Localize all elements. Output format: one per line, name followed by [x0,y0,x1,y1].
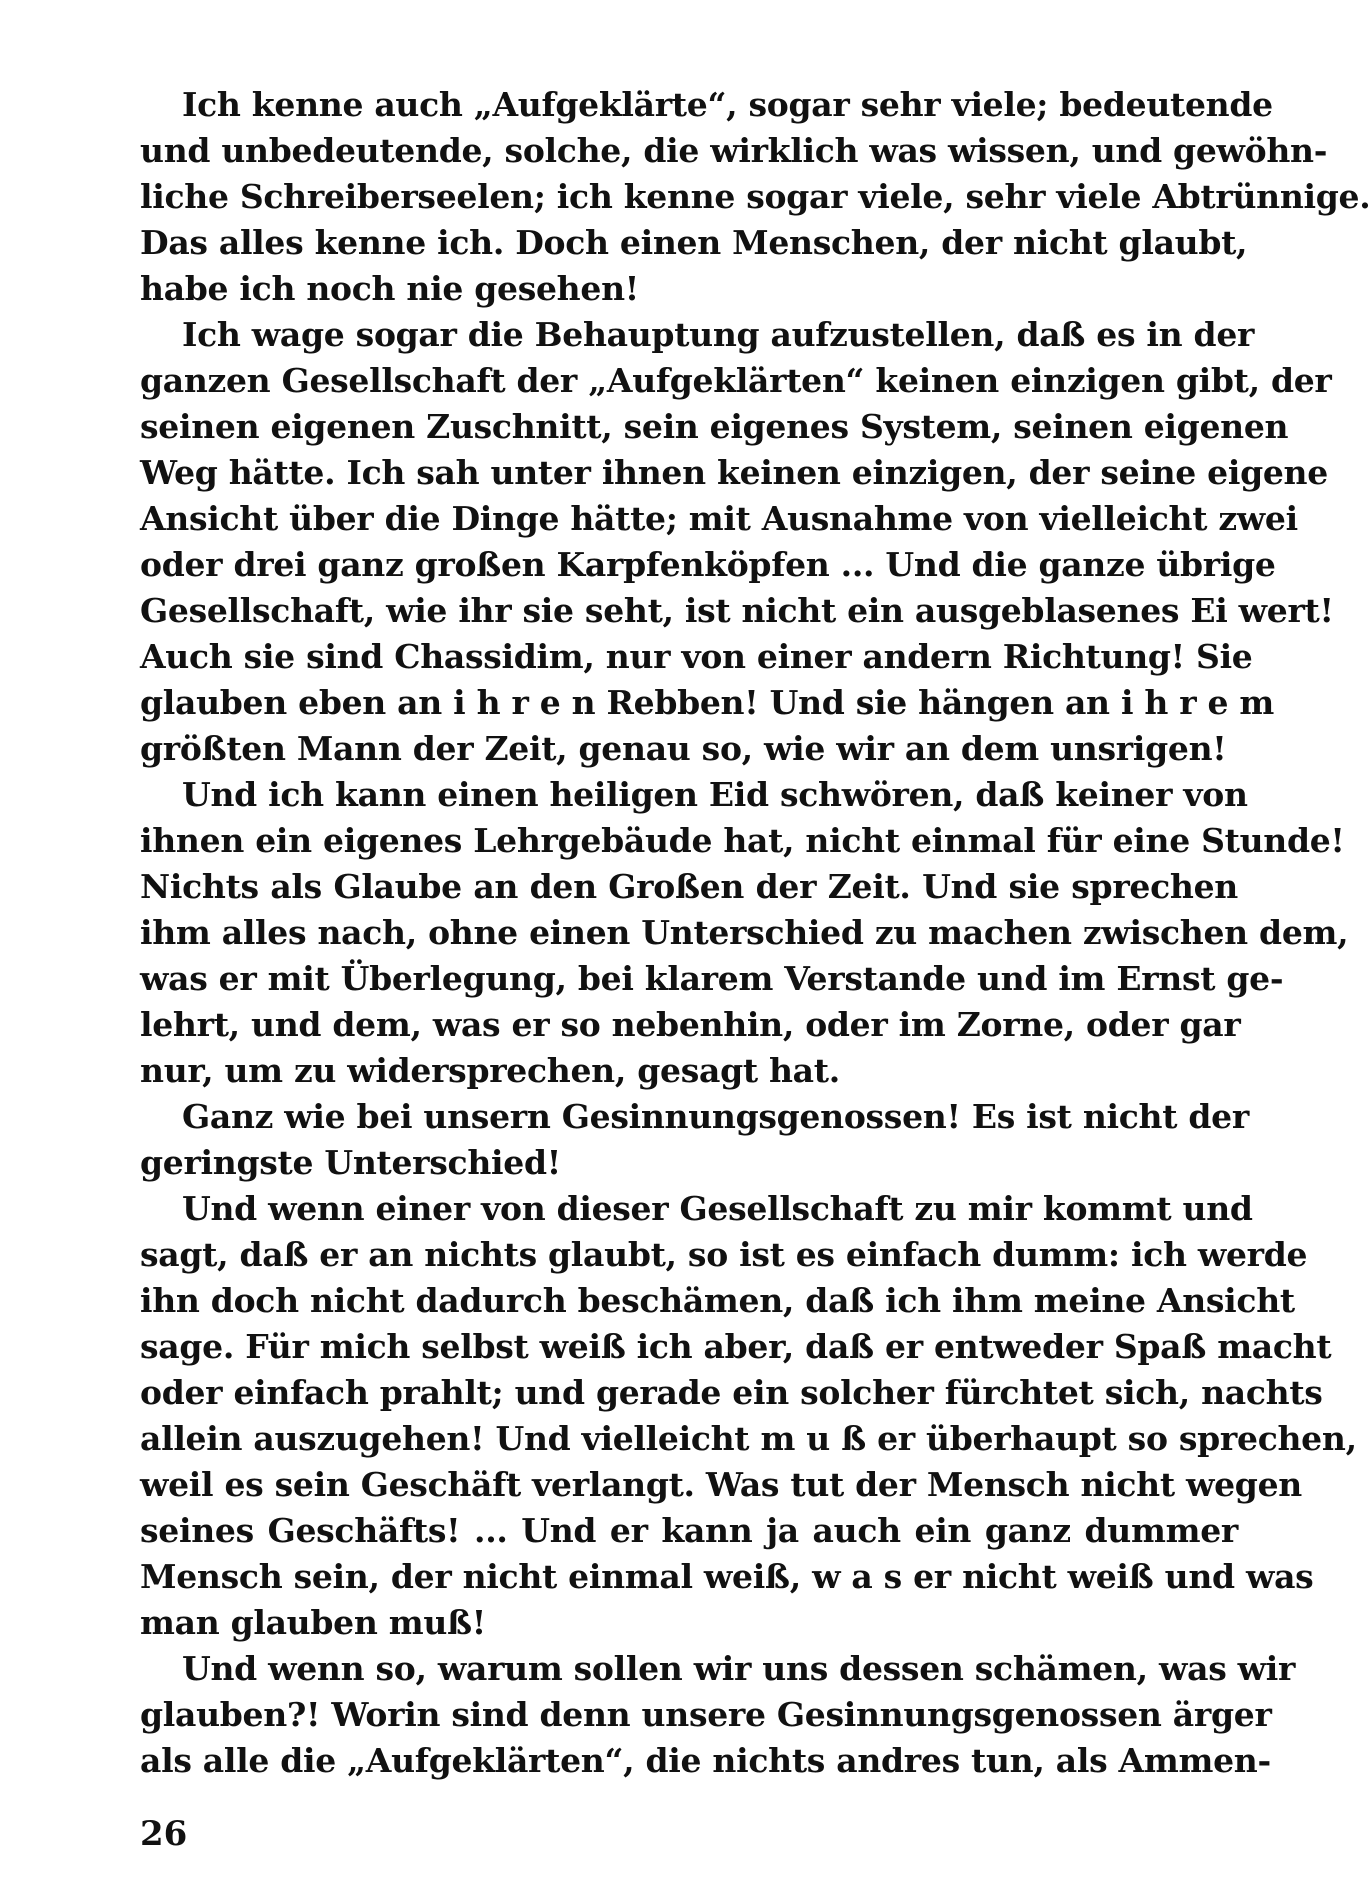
text-line: allein auszugehen! Und vielleicht m u ß er überhaupt so sprechen, [140,1419,1357,1458]
text-line: Ich wage sogar die Behauptung aufzustellen, daß es in der [182,315,1255,354]
text-line: sage. Für mich selbst weiß ich aber, daß er entweder Spaß macht [140,1327,1332,1366]
text-line: Gesellschaft, wie ihr sie seht, ist nicht ein ausgeblasenes Ei wert! [140,591,1334,630]
text-line: weil es sein Geschäft verlangt. Was tut der Mensch nicht wegen [140,1465,1302,1504]
text-line: als alle die „Aufgeklärten“, die nichts andres tun, als Ammen- [140,1741,1271,1780]
text-line: Weg hätte. Ich sah unter ihnen keinen einzigen, der seine eigene [140,453,1328,492]
text-line: Und ich kann einen heiligen Eid schwören, daß keiner von [182,775,1248,814]
text-line: glauben eben an i h r e n Rebben! Und sie hängen an i h r e m [140,683,1275,722]
text-line: nur, um zu widersprechen, gesagt hat. [140,1051,840,1090]
text-line: seines Geschäfts! ... Und er kann ja auch ein ganz dummer [140,1511,1238,1550]
text-line: seinen eigenen Zuschnitt, sein eigenes System, seinen eigenen [140,407,1289,446]
text-line: Auch sie sind Chassidim, nur von einer andern Richtung! Sie [140,637,1253,676]
text-line: Nichts als Glaube an den Großen der Zeit. Und sie sprechen [140,867,1238,906]
text-line: ihn doch nicht dadurch beschämen, daß ich ihm meine Ansicht [140,1281,1295,1320]
text-line: Das alles kenne ich. Doch einen Menschen, der nicht glaubt, [140,223,1248,262]
text-line: liche Schreiberseelen; ich kenne sogar viele, sehr viele Abtrünnige. [140,177,1370,216]
body-text [140,82,1370,1784]
text-line: geringste Unterschied! [140,1143,561,1182]
text-line: man glauben muß! [140,1603,486,1642]
text-line: Und wenn einer von dieser Gesellschaft zu mir kommt und [182,1189,1253,1228]
text-line: Ganz wie bei unsern Gesinnungsgenossen! Es ist nicht der [182,1097,1249,1136]
page-number: 26 [140,1814,188,1854]
text-line: lehrt, und dem, was er so nebenhin, oder im Zorne, oder gar [140,1005,1241,1044]
text-line: sagt, daß er an nichts glaubt, so ist es einfach dumm: ich werde [140,1235,1308,1274]
text-line: größten Mann der Zeit, genau so, wie wir an dem unsrigen! [140,729,1227,768]
text-line: was er mit Überlegung, bei klarem Verstande und im Ernst ge- [140,959,1284,998]
text-line: ganzen Gesellschaft der „Aufgeklärten“ keinen einzigen gibt, der [140,361,1332,400]
text-line: ihm alles nach, ohne einen Unterschied zu machen zwischen dem, [140,913,1349,952]
text-line: Ich kenne auch „Aufgeklärte“, sogar sehr viele; bedeutende [182,85,1273,124]
text-line: Mensch sein, der nicht einmal weiß, w a s er nicht weiß und was [140,1557,1314,1596]
text-line: ihnen ein eigenes Lehrgebäude hat, nicht einmal für eine Stunde! [140,821,1345,860]
text-line: oder drei ganz großen Karpfenköpfen ... Und die ganze übrige [140,545,1276,584]
text-line: Ansicht über die Dinge hätte; mit Ausnahme von vielleicht zwei [140,499,1298,538]
text-line: habe ich noch nie gesehen! [140,269,639,308]
text-line: oder einfach prahlt; und gerade ein solcher fürchtet sich, nachts [140,1373,1323,1412]
text-line: glauben?! Worin sind denn unsere Gesinnungsgenossen ärger [140,1695,1272,1734]
text-line: Und wenn so, warum sollen wir uns dessen schämen, was wir [182,1649,1296,1688]
text-line: und unbedeutende, solche, die wirklich was wissen, und gewöhn- [140,131,1328,170]
